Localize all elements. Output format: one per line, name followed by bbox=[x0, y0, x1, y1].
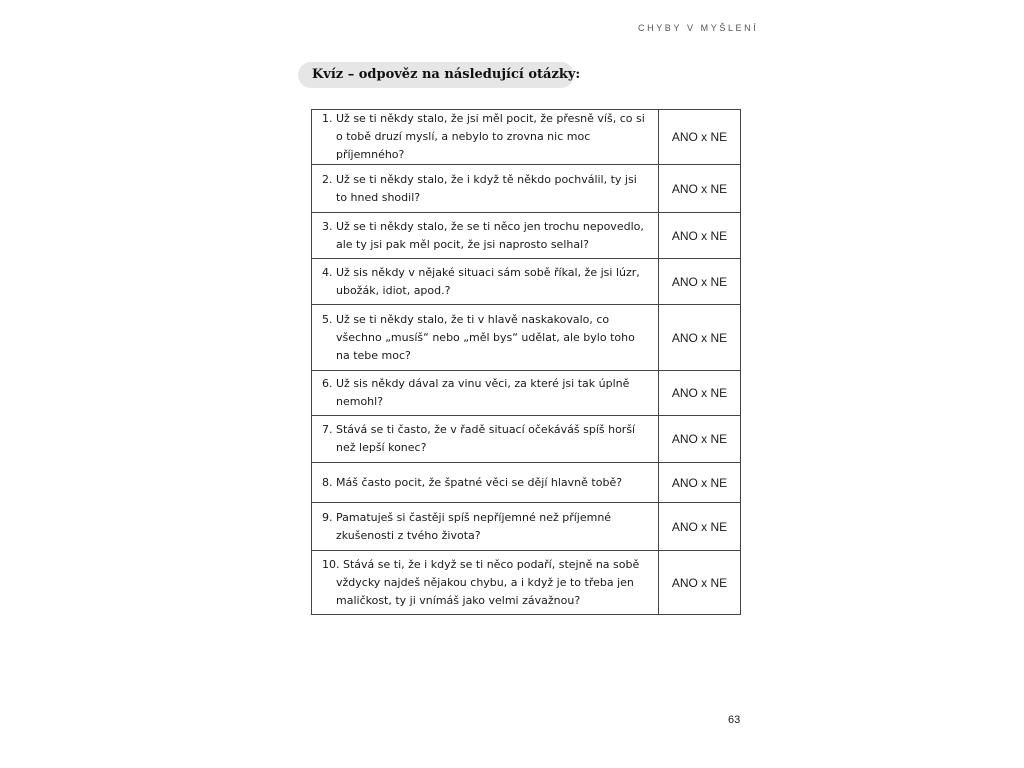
question-cell bbox=[312, 165, 659, 213]
question-cell bbox=[312, 259, 659, 305]
answer-cell: ANO x NE bbox=[659, 551, 741, 615]
question-text: 6. Už sis někdy dával za vinu věci, za které jsi tak úplně nemohl? bbox=[322, 377, 630, 408]
quiz-row bbox=[312, 371, 741, 416]
quiz-row bbox=[312, 165, 741, 213]
question-cell bbox=[312, 305, 659, 371]
question-text: 10. Stává se ti, že i když se ti něco podaří, stejně na sobě vždycky najdeš nějakou chybu, a i když je to třeba jen maličkost, ty ji vnímáš jako velmi závažnou? bbox=[322, 557, 640, 607]
answer-cell: ANO x NE bbox=[659, 463, 741, 503]
quiz-row bbox=[312, 416, 741, 463]
answer-cell: ANO x NE bbox=[659, 371, 741, 416]
quiz-row bbox=[312, 259, 741, 305]
answer-cell: ANO x NE bbox=[659, 110, 741, 165]
answer-cell: ANO x NE bbox=[659, 213, 741, 259]
quiz-heading: Kvíz – odpověz na následující otázky: bbox=[298, 62, 574, 88]
question-cell bbox=[312, 110, 659, 165]
answer-cell: ANO x NE bbox=[659, 305, 741, 371]
question-cell bbox=[312, 213, 659, 259]
quiz-row bbox=[312, 503, 741, 551]
question-cell bbox=[312, 503, 659, 551]
answer-cell: ANO x NE bbox=[659, 503, 741, 551]
question-cell bbox=[312, 416, 659, 463]
answer-cell: ANO x NE bbox=[659, 165, 741, 213]
question-text: 7. Stává se ti často, že v řadě situací očekáváš spíš horší než lepší konec? bbox=[322, 423, 636, 454]
question-cell bbox=[312, 371, 659, 416]
question-cell bbox=[312, 463, 659, 503]
running-header: CHYBY V MYŠLENÍ bbox=[638, 23, 759, 33]
quiz-row bbox=[312, 213, 741, 259]
page-number: 63 bbox=[728, 714, 741, 726]
question-text: 4. Už sis někdy v nějaké situaci sám sobě říkal, že jsi lúzr, ubožák, idiot, apod.? bbox=[322, 265, 640, 297]
question-cell bbox=[312, 551, 659, 615]
quiz-row bbox=[312, 305, 741, 371]
question-text: 3. Už se ti někdy stalo, že se ti něco jen trochu nepovedlo, ale ty jsi pak měl pocit, že jsi naprosto selhal? bbox=[322, 219, 644, 251]
question-text: 8. Máš často pocit, že špatné věci se dějí hlavně tobě? bbox=[322, 475, 623, 489]
quiz-row bbox=[312, 463, 741, 503]
question-text: 5. Už se ti někdy stalo, že ti v hlavě naskakovalo, co všechno „musíš“ nebo „měl bys“ udělat, ale bylo toho na tebe moc? bbox=[322, 312, 635, 362]
quiz-row bbox=[312, 551, 741, 615]
answer-cell: ANO x NE bbox=[659, 416, 741, 463]
quiz-row bbox=[312, 110, 741, 165]
question-text: 9. Pamatuješ si častěji spíš nepříjemné než příjemné zkušenosti z tvého života? bbox=[322, 510, 612, 542]
question-text: 1. Už se ti někdy stalo, že jsi měl pocit, že přesně víš, co si o tobě druzí myslí, a nebylo to zrovna nic moc příjemného? bbox=[322, 112, 645, 161]
question-text: 2. Už se ti někdy stalo, že i když tě někdo pochválil, ty jsi to hned shodil? bbox=[322, 172, 637, 204]
quiz-table bbox=[311, 109, 741, 615]
answer-cell: ANO x NE bbox=[659, 259, 741, 305]
